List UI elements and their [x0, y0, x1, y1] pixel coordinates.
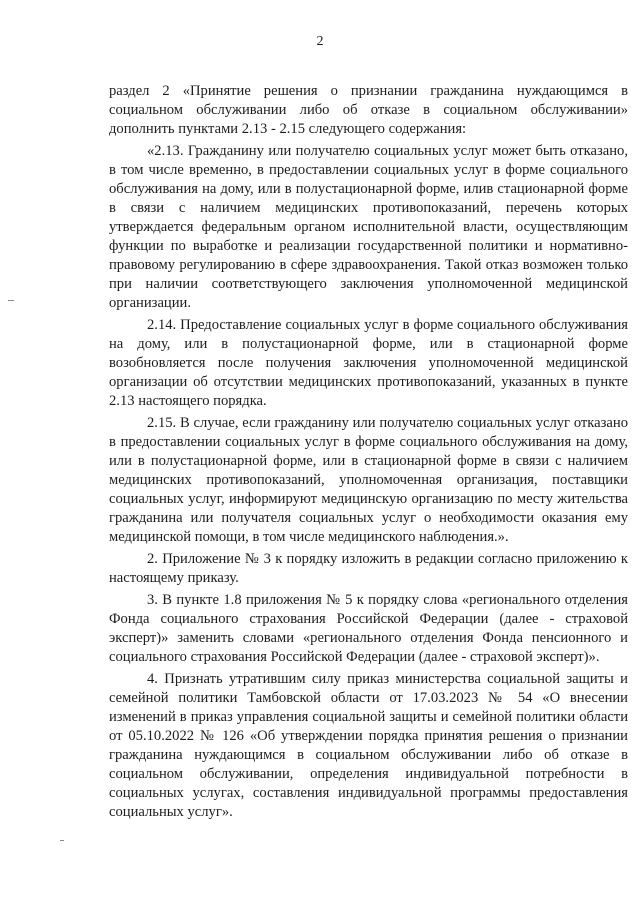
paragraph-2-13: «2.13. Гражданину или получателю социальных услуг может быть отказано, в том числе временно, в предоставлении социальных услуг в форме социального обслуживания на дому, или в полустационарной форме, илив стационарной форме в связи с наличием медицинских противопоказаний, перечень которых утверждается федеральным органом исполнительной власти, осуществляющим функции по выработке и реализации государственной политики и нормативно-правовому регулированию в сфере здравоохранения. Такой отказ возможен только при наличии соответствующего заключения уполномоченной медицинской организации.: [109, 143, 628, 311]
paragraph-intro: раздел 2 «Принятие решения о признании гражданина нуждающимся в социальном обслуживании либо об отказе в социальном обслуживании» дополнить пунктами 2.13 - 2.15 следующего содержания:: [109, 83, 628, 137]
scan-artifact-mark: [8, 300, 14, 301]
paragraph-2-14: 2.14. Предоставление социальных услуг в форме социального обслуживания на дому, или в полустационарной форме, или в стационарной форме возобновляется после получения заключения уполномоченной медицинской организации об отсутствии медицинских противопоказаний, указанных в пункте 2.13 настоящего порядка.: [109, 317, 628, 409]
scan-artifact-mark: [60, 840, 64, 841]
document-body: [109, 82, 628, 822]
paragraph-item-4: 4. Признать утратившим силу приказ министерства социальной защиты и семейной политики Тамбовской области от 17.03.2023 № 54 «О внесении изменений в приказ управления социальной защиты и семейной политики области от 05.10.2022 № 126 «Об утверждении порядка принятия решения о признании гражданина нуждающимся в социальном обслуживании либо об отказе в социальном обслуживании, определения индивидуальной потребности в социальных услугах, составления индивидуальной программы предоставления социальных услуг».: [109, 671, 628, 820]
paragraph-item-3: 3. В пункте 1.8 приложения № 5 к порядку слова «регионального отделения Фонда социального страхования Российской Федерации (далее - страховой эксперт)» заменить словами «регионального отделения Фонда пенсионного и социального страхования Российской Федерации (далее - страховой эксперт)».: [109, 592, 628, 665]
paragraph-item-2: 2. Приложение № 3 к порядку изложить в редакции согласно приложению к настоящему приказу.: [109, 551, 628, 586]
paragraph-2-15: 2.15. В случае, если гражданину или получателю социальных услуг отказано в предоставлении социальных услуг в форме социального обслуживания на дому, или в полустационарной форме, или в стационарной форме в связи с наличием медицинских противопоказаний, уполномоченная организация, поставщики социальных услуг, информируют медицинскую организацию по месту жительства гражданина или получателя социальных услуг о необходимости оказания ему медицинской помощи, в том числе медицинского наблюдения.».: [109, 415, 628, 545]
page-number: 2: [316, 34, 324, 49]
